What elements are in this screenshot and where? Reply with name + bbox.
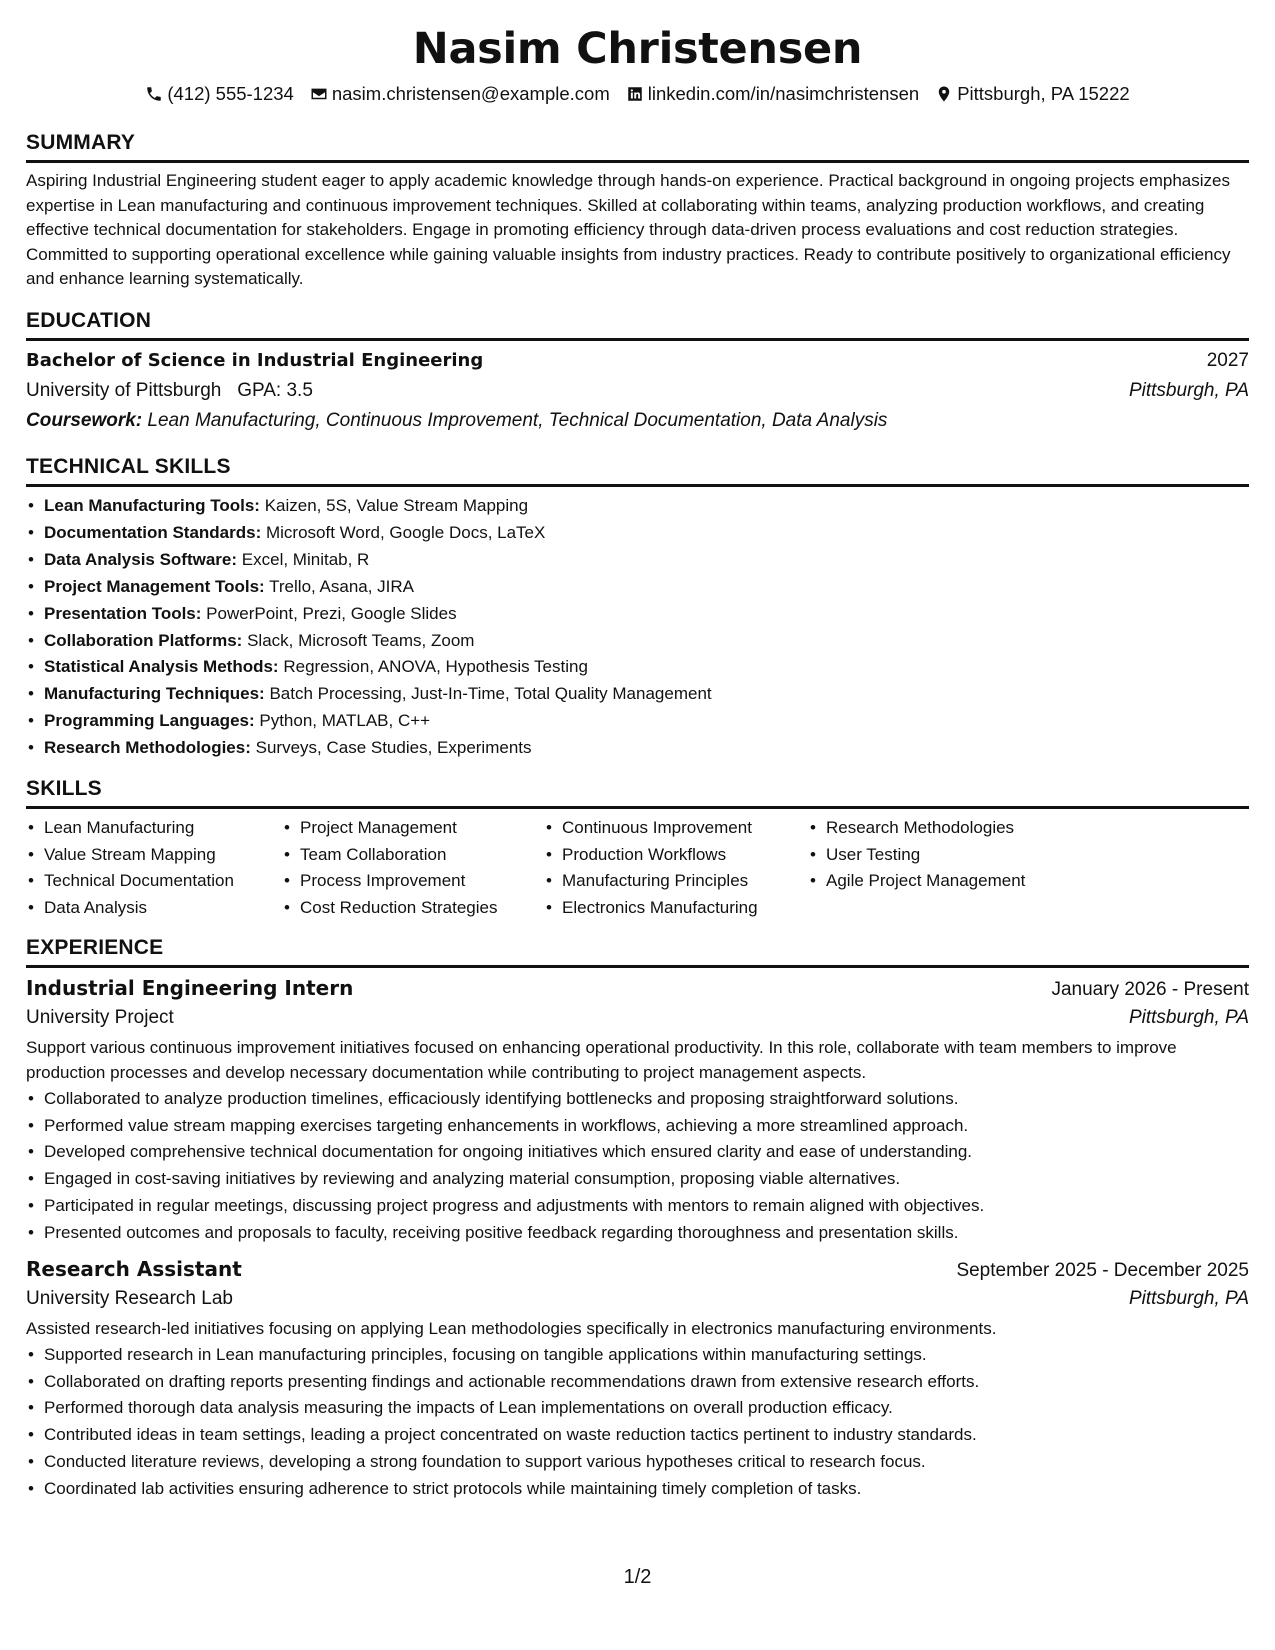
list-item: • Conducted literature reviews, developing a strong foundation to support various hypotheses critical to research focus. bbox=[26, 1449, 1249, 1476]
skills-column bbox=[544, 815, 808, 921]
job-entry bbox=[26, 973, 1249, 1247]
job-entry bbox=[26, 1254, 1249, 1503]
skills-column bbox=[808, 815, 1068, 921]
list-item: • Performed value stream mapping exercises targeting enhancements in workflows, achieving a more streamlined approach. bbox=[26, 1113, 1249, 1140]
list-item: • Participated in regular meetings, discussing project progress and adjustments with mentors to remain aligned with objectives. bbox=[26, 1193, 1249, 1220]
list-item: • Production Workflows bbox=[544, 842, 808, 869]
job-title: Industrial Engineering Intern bbox=[26, 976, 354, 1001]
skill-values: Excel, Minitab, R bbox=[241, 549, 370, 569]
coursework-list: Lean Manufacturing, Continuous Improvement, Technical Documentation, Data Analysis bbox=[147, 409, 888, 431]
list-item: • Agile Project Management bbox=[808, 868, 1068, 895]
section-divider bbox=[26, 965, 1249, 968]
skills-grid bbox=[26, 815, 1249, 921]
skill-category: Collaboration Platforms: bbox=[44, 630, 243, 650]
job-org-row bbox=[26, 1003, 1249, 1033]
skill-values: Regression, ANOVA, Hypothesis Testing bbox=[283, 657, 588, 677]
job-bullets bbox=[26, 1342, 1249, 1503]
list-item: • Engaged in cost-saving initiatives by reviewing and analyzing material consumption, proposing viable alternatives. bbox=[26, 1166, 1249, 1193]
list-item: • Collaborated to analyze production timelines, efficaciously identifying bottlenecks and proposing straightforward solutions. bbox=[26, 1086, 1249, 1113]
job-summary: Assisted research-led initiatives focusing on applying Lean methodologies specifically in electronics manufacturing environments. bbox=[26, 1319, 997, 1339]
skills-column bbox=[282, 815, 544, 921]
degree-title: Bachelor of Science in Industrial Engineering bbox=[26, 349, 484, 371]
job-location: Pittsburgh, PA bbox=[1128, 1007, 1249, 1029]
candidate-name: Nasim Christensen bbox=[412, 24, 863, 74]
job-org-row bbox=[26, 1284, 1249, 1314]
coursework-line bbox=[26, 406, 1249, 436]
list-item: • Process Improvement bbox=[282, 868, 544, 895]
list-item: • Project Management bbox=[282, 815, 544, 842]
section-title: EDUCATION bbox=[26, 308, 152, 332]
skill-category: Documentation Standards: bbox=[44, 522, 262, 542]
skill-category: Research Methodologies: bbox=[44, 738, 251, 758]
experience-section bbox=[26, 935, 1249, 1503]
resume-header bbox=[26, 0, 1249, 106]
skill-values: Batch Processing, Just-In-Time, Total Quality Management bbox=[269, 684, 712, 704]
job-bullets bbox=[26, 1086, 1249, 1247]
job-dates: September 2025 - December 2025 bbox=[956, 1260, 1249, 1282]
section-divider bbox=[26, 484, 1249, 487]
summary-section bbox=[26, 130, 1249, 292]
email-text: nasim.christensen@example.com bbox=[331, 83, 610, 104]
linkedin-text: linkedin.com/in/nasimchristensen bbox=[647, 83, 920, 104]
list-item: • Coordinated lab activities ensuring adherence to strict protocols while maintaining timely completion of tasks. bbox=[26, 1476, 1249, 1503]
skills-section bbox=[26, 776, 1249, 921]
section-divider bbox=[26, 160, 1249, 163]
contact-location bbox=[935, 82, 1129, 106]
list-item: • Presented outcomes and proposals to faculty, receiving positive feedback regarding thoroughness and presentation skills. bbox=[26, 1220, 1249, 1247]
phone-icon bbox=[145, 85, 163, 103]
skill-category: Manufacturing Techniques: bbox=[44, 684, 265, 704]
list-item: • Data Analysis bbox=[26, 895, 282, 922]
job-dates: January 2026 - Present bbox=[1051, 979, 1249, 1001]
education-section bbox=[26, 308, 1249, 436]
list-item: • Lean Manufacturing bbox=[26, 815, 282, 842]
list-item: • Developed comprehensive technical documentation for ongoing initiatives which ensured clarity and ease of understanding. bbox=[26, 1139, 1249, 1166]
list-item: • Collaborated on drafting reports presenting findings and actionable recommendations drawn from extensive research efforts. bbox=[26, 1369, 1249, 1396]
skill-values: Trello, Asana, JIRA bbox=[269, 576, 415, 596]
gpa: GPA: 3.5 bbox=[237, 379, 313, 401]
list-item bbox=[26, 654, 1249, 681]
list-item bbox=[26, 493, 1249, 520]
section-title: EXPERIENCE bbox=[26, 936, 164, 960]
list-item: • Team Collaboration bbox=[282, 842, 544, 869]
skill-category: Statistical Analysis Methods: bbox=[44, 657, 279, 677]
list-item bbox=[26, 681, 1249, 708]
skill-category: Data Analysis Software: bbox=[44, 549, 238, 569]
skill-category: Project Management Tools: bbox=[44, 576, 265, 596]
section-divider bbox=[26, 338, 1249, 341]
skill-values: Kaizen, 5S, Value Stream Mapping bbox=[264, 495, 529, 515]
list-item: • Value Stream Mapping bbox=[26, 842, 282, 869]
job-location: Pittsburgh, PA bbox=[1128, 1288, 1249, 1310]
envelope-icon bbox=[310, 85, 328, 103]
list-item bbox=[26, 628, 1249, 655]
section-title: TECHNICAL SKILLS bbox=[26, 454, 231, 478]
skill-values: Slack, Microsoft Teams, Zoom bbox=[247, 630, 475, 650]
job-organization: University Project bbox=[26, 1007, 174, 1029]
education-school-row bbox=[26, 376, 1249, 406]
skill-values: PowerPoint, Prezi, Google Slides bbox=[206, 603, 457, 623]
job-title: Research Assistant bbox=[26, 1257, 242, 1282]
list-item bbox=[26, 708, 1249, 735]
map-pin-icon bbox=[935, 85, 953, 103]
school-location: Pittsburgh, PA bbox=[1128, 379, 1249, 401]
list-item: • Performed thorough data analysis measuring the impacts of Lean implementations on overall production efficacy. bbox=[26, 1395, 1249, 1422]
list-item: • Technical Documentation bbox=[26, 868, 282, 895]
education-degree-row bbox=[26, 346, 1249, 376]
graduation-year: 2027 bbox=[1206, 349, 1249, 371]
skill-category: Lean Manufacturing Tools: bbox=[44, 495, 260, 515]
skills-column bbox=[26, 815, 282, 921]
list-item: • Supported research in Lean manufacturing principles, focusing on tangible applications within manufacturing settings. bbox=[26, 1342, 1249, 1369]
list-item: • Research Methodologies bbox=[808, 815, 1068, 842]
section-title: SUMMARY bbox=[26, 131, 136, 154]
technical-skills-section bbox=[26, 454, 1249, 762]
summary-text: Aspiring Industrial Engineering student eager to apply academic knowledge through hands-on experience. Practical background in ongoing projects emphasizes expertise in Lean manufacturing and continuous improvement techniques. Skilled at collaborating within teams, analyzing production workflows, and creating effective technical documentation for stakeholders. Engage in promoting efficiency through data-driven process evaluations and cost reduction strategies. Committed to supporting operational excellence while gaining valuable insights from industry practices. Ready to contribute positively to organizational efficiency and enhance learning systematically. bbox=[26, 171, 1231, 289]
job-title-row bbox=[26, 973, 1249, 1003]
school-name: University of Pittsburgh bbox=[26, 379, 222, 401]
list-item: • Cost Reduction Strategies bbox=[282, 895, 544, 922]
skill-values: Microsoft Word, Google Docs, LaTeX bbox=[265, 522, 546, 542]
list-item: • Contributed ideas in team settings, leading a project concentrated on waste reduction tactics pertinent to industry standards. bbox=[26, 1422, 1249, 1449]
contact-email[interactable] bbox=[310, 82, 610, 106]
list-item bbox=[26, 735, 1249, 762]
section-divider bbox=[26, 806, 1249, 809]
contact-line bbox=[26, 82, 1249, 106]
list-item bbox=[26, 601, 1249, 628]
contact-phone[interactable] bbox=[145, 82, 294, 106]
page-number: 1/2 bbox=[623, 1566, 652, 1588]
school-info bbox=[26, 376, 313, 406]
list-item: • User Testing bbox=[808, 842, 1068, 869]
list-item bbox=[26, 520, 1249, 547]
list-item: • Electronics Manufacturing bbox=[544, 895, 808, 922]
job-title-row bbox=[26, 1254, 1249, 1284]
section-title: SKILLS bbox=[26, 777, 102, 801]
contact-linkedin[interactable] bbox=[626, 82, 919, 106]
technical-skills-list bbox=[26, 493, 1249, 762]
location-text: Pittsburgh, PA 15222 bbox=[957, 83, 1130, 104]
list-item bbox=[26, 547, 1249, 574]
list-item: • Continuous Improvement bbox=[544, 815, 808, 842]
linkedin-icon bbox=[626, 85, 644, 103]
phone-text: (412) 555-1234 bbox=[167, 83, 294, 104]
skill-values: Surveys, Case Studies, Experiments bbox=[255, 738, 532, 758]
coursework-label: Coursework: bbox=[26, 409, 143, 431]
list-item bbox=[26, 574, 1249, 601]
list-item: • Manufacturing Principles bbox=[544, 868, 808, 895]
job-summary: Support various continuous improvement initiatives focused on enhancing operational productivity. In this role, collaborate with team members to improve production processes and develop necessary documentation while contributing to project management aspects. bbox=[26, 1038, 1177, 1082]
job-organization: University Research Lab bbox=[26, 1288, 233, 1310]
skill-category: Presentation Tools: bbox=[44, 603, 202, 623]
skill-category: Programming Languages: bbox=[44, 711, 255, 731]
skill-values: Python, MATLAB, C++ bbox=[259, 711, 431, 731]
